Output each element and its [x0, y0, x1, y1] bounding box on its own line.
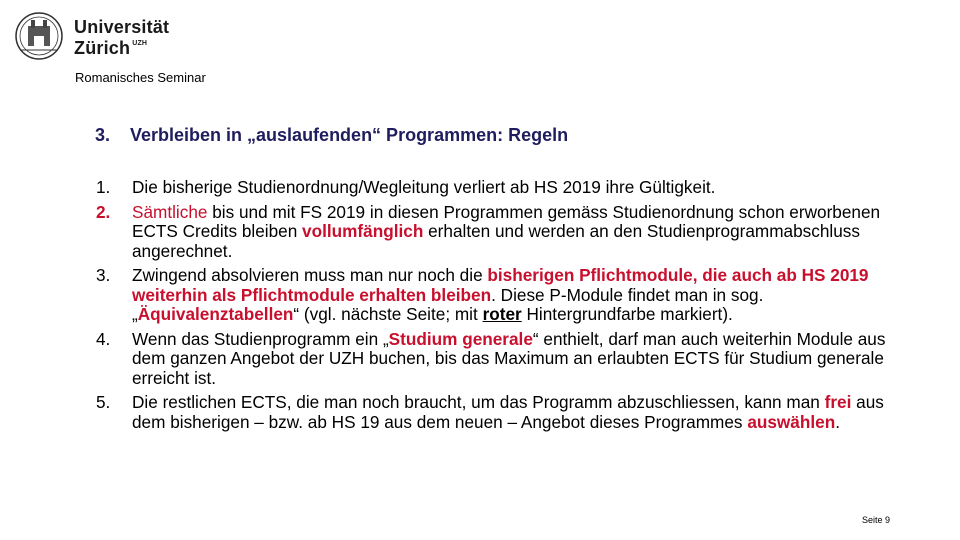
list-item: [96, 178, 916, 198]
item-text: Sämtliche bis und mit FS 2019 in diesen Programmen gemäss Studienordnung schon erworbenen ECTS Credits bleiben vollumfänglich erhalten und werden an den Studienprogrammabschluss angerechnet.: [132, 201, 881, 261]
highlight-text: frei: [824, 392, 852, 412]
university-abbreviation: UZH: [132, 40, 148, 47]
list-item: [96, 266, 916, 325]
item-text: Zwingend absolvieren muss man nur noch die bisherigen Pflichtmodule, die auch ab HS 2019 weiterhin als Pflichtmodule erhalten bleiben. Diese P-Module findet man in sog. „Äquivalenztabellen“ (vgl. nächste Seite; mit roter Hintergrundfarbe markiert).: [132, 265, 869, 324]
page-number: Seite 9: [861, 515, 890, 525]
item-number: 5.: [96, 392, 111, 412]
slide-title: [95, 125, 568, 146]
item-text: Die bisherige Studienordnung/Wegleitung verliert ab HS 2019 ihre Gültigkeit.: [132, 177, 716, 197]
highlight-text: Sämtliche: [132, 201, 208, 222]
department-name: Romanisches Seminar: [75, 70, 206, 85]
highlight-text: auswählen: [747, 411, 836, 432]
title-number: 3.: [95, 125, 111, 145]
list-item: [96, 330, 916, 389]
rules-list: [96, 178, 916, 437]
item-text: Wenn das Studienprogramm ein „Studium generale“ enthielt, darf man auch weiterhin Module aus dem ganzen Angebot der UZH buchen, bis das Maximum an erlaubten ECTS für Studium generale erreicht ist.: [132, 328, 886, 388]
item-number: 3.: [96, 265, 111, 285]
university-name-line2: Zürich $^{UZH}$: [74, 38, 148, 58]
university-logo: [14, 10, 170, 64]
highlight-text: Studium generale: [388, 328, 533, 349]
item-text: Die restlichen ECTS, die man noch braucht, um das Programm abzuschliessen, kann man frei aus dem bisherigen – bzw. ab HS 19 aus dem neuen – Angebot dieses Programmes auswählen.: [132, 392, 884, 432]
title-text: Verbleiben in „auslaufenden“ Programmen: Regeln: [130, 125, 569, 145]
university-name-line1: Universität: [74, 17, 170, 37]
list-item: [96, 203, 916, 262]
item-number: 1.: [96, 177, 111, 197]
university-seal-icon: [14, 10, 64, 62]
highlight-text: vollumfänglich: [302, 221, 424, 241]
underlined-text: roter: [482, 304, 522, 324]
list-item: [96, 393, 916, 432]
highlight-text: bisherigen Pflichtmodule, die auch ab HS 2019 weiterhin als Pflichtmodule erhalten bleiben: [132, 265, 869, 305]
highlight-text: Äquivalenztabellen: [137, 304, 294, 324]
item-number: 4.: [96, 328, 111, 349]
item-number: 2.: [96, 201, 111, 222]
